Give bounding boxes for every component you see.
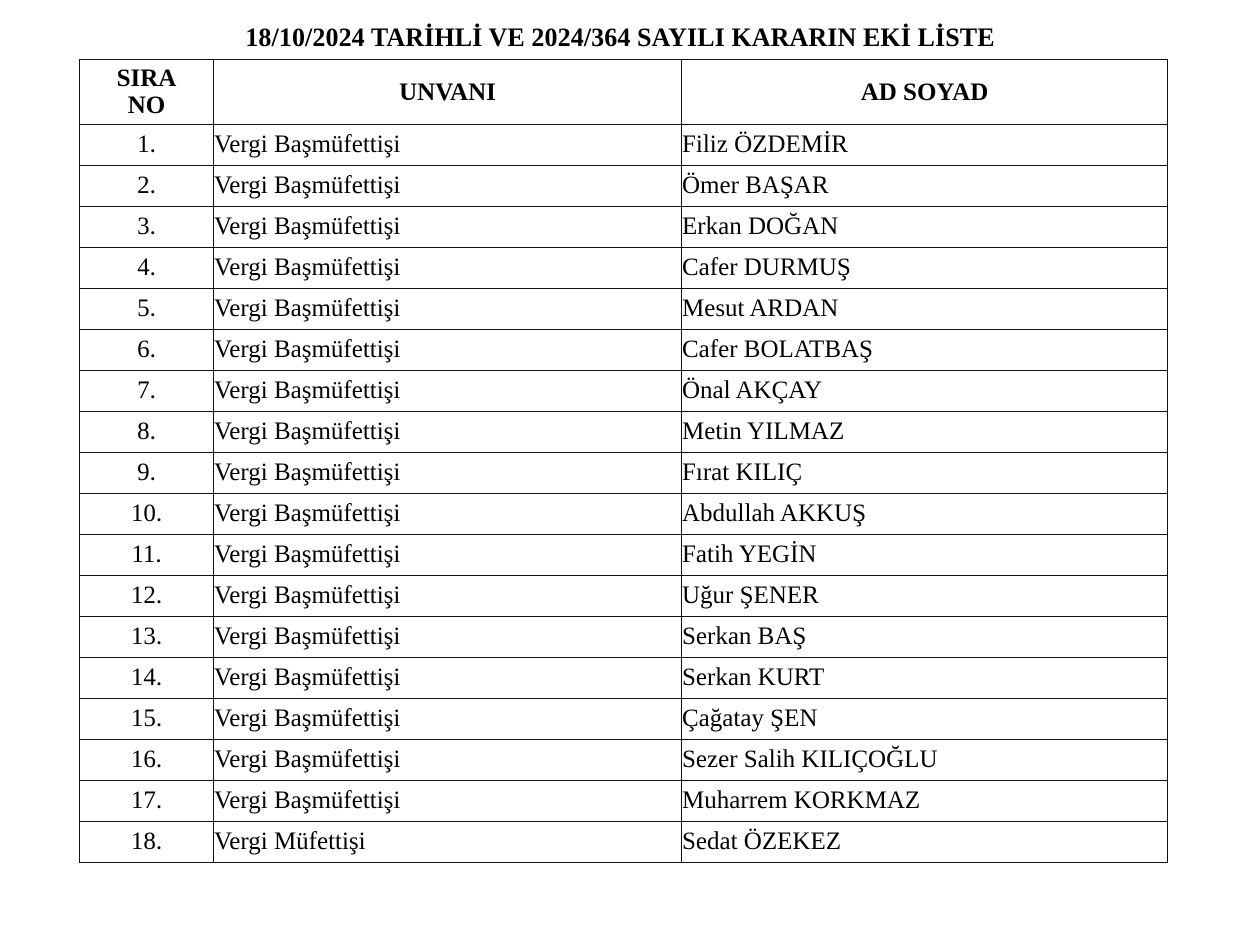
row-title: Vergi Başmüfettişi	[214, 617, 682, 658]
row-name: Metin YILMAZ	[682, 412, 1168, 453]
table-row	[80, 699, 1168, 740]
document-title: 18/10/2024 TARİHLİ VE 2024/364 SAYILI KARARIN EKİ LİSTE	[245, 23, 995, 52]
personnel-table	[79, 59, 1168, 863]
table-row	[80, 617, 1168, 658]
row-number: 15.	[80, 699, 214, 740]
row-name: Fatih YEGİN	[682, 535, 1168, 576]
row-number: 13.	[80, 617, 214, 658]
row-number: 4.	[80, 248, 214, 289]
table-row	[80, 248, 1168, 289]
row-title: Vergi Başmüfettişi	[214, 535, 682, 576]
table-row	[80, 576, 1168, 617]
row-number: 17.	[80, 781, 214, 822]
row-number: 5.	[80, 289, 214, 330]
table-row	[80, 494, 1168, 535]
row-title: Vergi Başmüfettişi	[214, 289, 682, 330]
row-title: Vergi Başmüfettişi	[214, 699, 682, 740]
row-name: Cafer DURMUŞ	[682, 248, 1168, 289]
row-name: Filiz ÖZDEMİR	[682, 125, 1168, 166]
row-title: Vergi Başmüfettişi	[214, 166, 682, 207]
row-name: Fırat KILIÇ	[682, 453, 1168, 494]
row-name: Uğur ŞENER	[682, 576, 1168, 617]
row-name: Sedat ÖZEKEZ	[682, 822, 1168, 863]
row-number: 7.	[80, 371, 214, 412]
table-row	[80, 371, 1168, 412]
row-name: Muharrem KORKMAZ	[682, 781, 1168, 822]
table-row	[80, 207, 1168, 248]
row-title: Vergi Başmüfettişi	[214, 658, 682, 699]
table-row	[80, 781, 1168, 822]
row-number: 14.	[80, 658, 214, 699]
table-row	[80, 740, 1168, 781]
row-title: Vergi Başmüfettişi	[214, 207, 682, 248]
table-row	[80, 330, 1168, 371]
header-sira-line: SIRA	[116, 65, 177, 92]
row-number: 18.	[80, 822, 214, 863]
row-name: Ömer BAŞAR	[682, 166, 1168, 207]
row-name: Cafer BOLATBAŞ	[682, 330, 1168, 371]
row-title: Vergi Başmüfettişi	[214, 781, 682, 822]
row-title: Vergi Başmüfettişi	[214, 740, 682, 781]
table-row	[80, 289, 1168, 330]
row-name: Serkan BAŞ	[682, 617, 1168, 658]
row-name: Serkan KURT	[682, 658, 1168, 699]
row-title: Vergi Başmüfettişi	[214, 576, 682, 617]
header-unvani: UNVANI	[214, 60, 682, 125]
table-row	[80, 535, 1168, 576]
table-body	[80, 125, 1168, 863]
row-number: 6.	[80, 330, 214, 371]
row-title: Vergi Başmüfettişi	[214, 494, 682, 535]
table-header-row	[80, 60, 1168, 125]
table-row	[80, 658, 1168, 699]
row-number: 9.	[80, 453, 214, 494]
table-row	[80, 125, 1168, 166]
row-title: Vergi Başmüfettişi	[214, 248, 682, 289]
row-name: Önal AKÇAY	[682, 371, 1168, 412]
row-title: Vergi Müfettişi	[214, 822, 682, 863]
row-number: 2.	[80, 166, 214, 207]
header-ad-soyad: AD SOYAD	[682, 60, 1168, 125]
table-row	[80, 412, 1168, 453]
row-number: 12.	[80, 576, 214, 617]
table-row	[80, 822, 1168, 863]
row-name: Çağatay ŞEN	[682, 699, 1168, 740]
header-sira-no	[80, 60, 214, 125]
row-number: 8.	[80, 412, 214, 453]
table-row	[80, 166, 1168, 207]
row-title: Vergi Başmüfettişi	[214, 125, 682, 166]
row-name: Erkan DOĞAN	[682, 207, 1168, 248]
row-title: Vergi Başmüfettişi	[214, 453, 682, 494]
row-number: 11.	[80, 535, 214, 576]
row-name: Mesut ARDAN	[682, 289, 1168, 330]
row-number: 3.	[80, 207, 214, 248]
row-name: Sezer Salih KILIÇOĞLU	[682, 740, 1168, 781]
row-number: 1.	[80, 125, 214, 166]
row-title: Vergi Başmüfettişi	[214, 371, 682, 412]
row-title: Vergi Başmüfettişi	[214, 330, 682, 371]
row-name: Abdullah AKKUŞ	[682, 494, 1168, 535]
table-row	[80, 453, 1168, 494]
row-title: Vergi Başmüfettişi	[214, 412, 682, 453]
header-no-line: NO	[127, 92, 166, 119]
row-number: 10.	[80, 494, 214, 535]
row-number: 16.	[80, 740, 214, 781]
